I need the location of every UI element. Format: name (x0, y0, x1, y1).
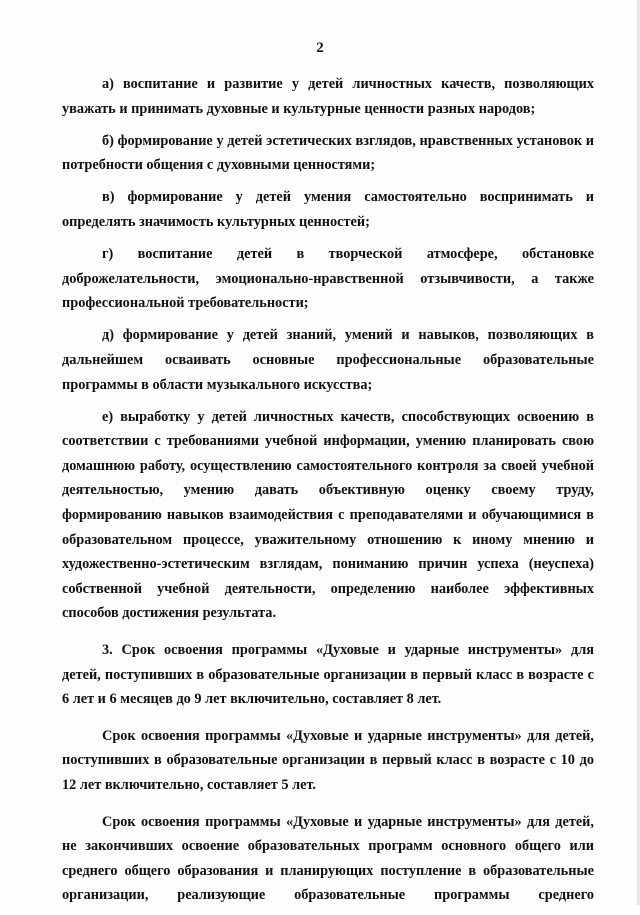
paragraph-term-8-years: 3. Срок освоения программы «Духовые и ударные инструменты» для детей, поступивших в образовательные организации в первый класс в возрасте с 6 лет и 6 месяцев до 9 лет включительно, составляет 8 лет. (62, 641, 594, 708)
paragraph-a: а) воспитание и развитие у детей личностных качеств, позволяющих уважать и принимать духовные и культурные ценности разных народов; (62, 76, 594, 117)
page-number: 2 (316, 40, 324, 56)
paragraph-v: в) формирование у детей умения самостоятельно воспринимать и определять значимость культурных ценностей; (62, 189, 594, 230)
paragraph-b: б) формирование у детей эстетических взглядов, нравственных установок и потребности общения с духовными ценностями; (62, 132, 594, 174)
paragraph-e: е) выработку у детей личностных качеств, способствующих освоению в соответствии с требованиями учебной информации, умению планировать свою домашнюю работу, осуществлению самостоятельного контроля за своей учебной деятельностью, умению давать объективную оценку своему труду, формированию навыков взаимодействия с преподавателями и обучающимися в образовательном процессе, уважительному отношению к иному мнению и художественно-эстетическим взглядам, пониманию причин успеха (неуспеха) собственной учебной деятельности, определению наиболее эффективных способов достижения результата. (62, 408, 594, 622)
paragraph-g: г) воспитание детей в творческой атмосфере, обстановке доброжелательности, эмоционально-нравственной отзывчивости, а также профессиональной требовательности; (62, 246, 594, 312)
paragraph-d: д) формирование у детей знаний, умений и навыков, позволяющих в дальнейшем осваивать основные профессиональные образовательные программы в области музыкального искусства; (62, 327, 594, 393)
paragraph-term-continued: Срок освоения программы «Духовые и ударные инструменты» для детей, не закончивших освоение образовательных программ основного общего или среднего общего образования и планирующих поступление в образовательные организации, реализующие образовательные программы среднего (62, 813, 594, 904)
document-body (62, 72, 594, 915)
paragraph-term-5-years: Срок освоения программы «Духовые и ударные инструменты» для детей, поступивших в образовательные организации в первый класс в возрасте с 10 до 12 лет включительно, составляет 5 лет. (62, 727, 594, 793)
